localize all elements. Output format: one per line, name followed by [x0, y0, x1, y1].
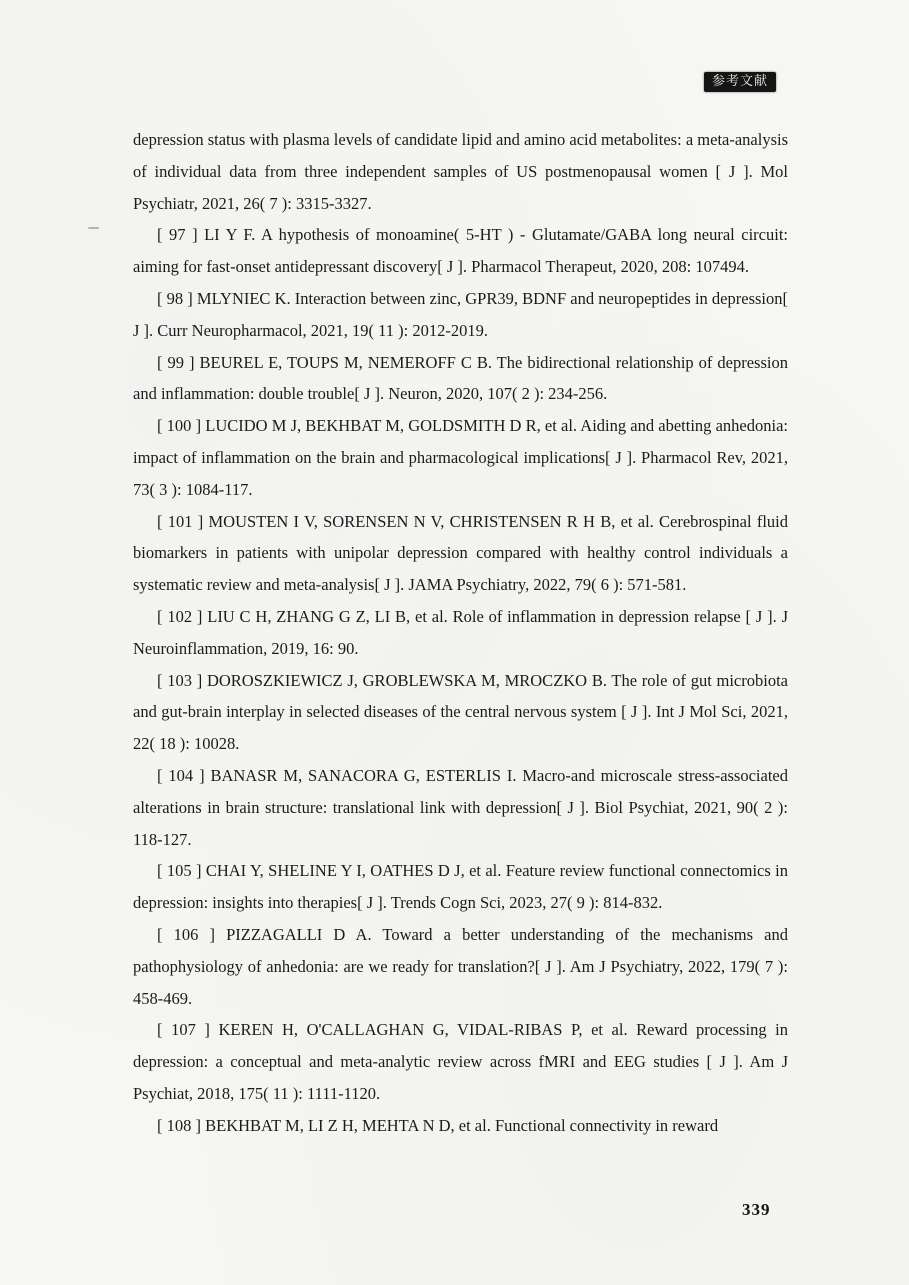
reference-item: [ 99 ] BEUREL E, TOUPS M, NEMEROFF C B. The bidirectional relationship of depression and inflammation: double trouble[ J ]. Neuron, 2020, 107( 2 ): 234-256. [133, 352, 788, 404]
reference-item: [ 107 ] KEREN H, O'CALLAGHAN G, VIDAL-RIBAS P, et al. Reward processing in depression: a conceptual and meta-analytic review across fMRI and EEG studies [ J ]. Am J Psychiat, 2018, 175( 11 ): 1111-1120. [133, 1020, 788, 1103]
page-number: 339 [742, 1200, 771, 1219]
reference-item: [ 104 ] BANASR M, SANACORA G, ESTERLIS I. Macro-and microscale stress-associated alterations in brain structure: translational link with depression[ J ]. Biol Psychiat, 2021, 90( 2 ): 118-127. [133, 765, 788, 849]
reference-item: [ 97 ] LI Y F. A hypothesis of monoamine( 5-HT ) - Glutamate/GABA long neural circuit: aiming for fast-onset antidepressant discovery[ J ]. Pharmacol Therapeut, 2020, 208: 107494. [133, 225, 788, 277]
references-list [133, 124, 788, 1142]
reference-item: [ 108 ] BEKHBAT M, LI Z H, MEHTA N D, et al. Functional connectivity in reward [157, 1115, 719, 1135]
reference-item: [ 102 ] LIU C H, ZHANG G Z, LI B, et al. Role of inflammation in depression relapse [ J ]. J Neuroinflammation, 2019, 16: 90. [133, 606, 788, 658]
reference-item: [ 98 ] MLYNIEC K. Interaction between zinc, GPR39, BDNF and neuropeptides in depression[ J ]. Curr Neuropharmacol, 2021, 19( 11 ): 2012-2019. [133, 288, 788, 340]
scan-artifact-dash [88, 227, 99, 229]
reference-item: [ 106 ] PIZZAGALLI D A. Toward a better understanding of the mechanisms and pathophysiology of anhedonia: are we ready for translation?[ J ]. Am J Psychiatry, 2022, 179( 7 ): 458-469. [133, 924, 788, 1008]
reference-item: [ 100 ] LUCIDO M J, BEKHBAT M, GOLDSMITH D R, et al. Aiding and abetting anhedonia: impact of inflammation on the brain and pharmacological implications[ J ]. Pharmacol Rev, 2021, 73( 3 ): 1084-117. [133, 416, 788, 499]
reference-item: [ 105 ] CHAI Y, SHELINE Y I, OATHES D J, et al. Feature review functional connectomics in depression: insights into therapies[ J ]. Trends Cogn Sci, 2023, 27( 9 ): 814-832. [133, 861, 788, 913]
reference-item: [ 103 ] DOROSZKIEWICZ J, GROBLEWSKA M, MROCZKO B. The role of gut microbiota and gut-brain interplay in selected diseases of the central nervous system [ J ]. Int J Mol Sci, 2021, 22( 18 ): 10028. [133, 670, 788, 754]
references-section-stamp: 参考文献 [704, 72, 776, 92]
reference-item: [ 101 ] MOUSTEN I V, SORENSEN N V, CHRISTENSEN R H B, et al. Cerebrospinal fluid biomarkers in patients with unipolar depression compared with healthy control individuals a systematic review and meta-analysis[ J ]. JAMA Psychiatry, 2022, 79( 6 ): 571-581. [133, 511, 788, 595]
reference-item: depression status with plasma levels of candidate lipid and amino acid metabolites: a meta-analysis of individual data from three independent samples of US postmenopausal women [ J ]. Mol Psychiatr, 2021, 26( 7 ): 3315-3327. [133, 130, 788, 213]
